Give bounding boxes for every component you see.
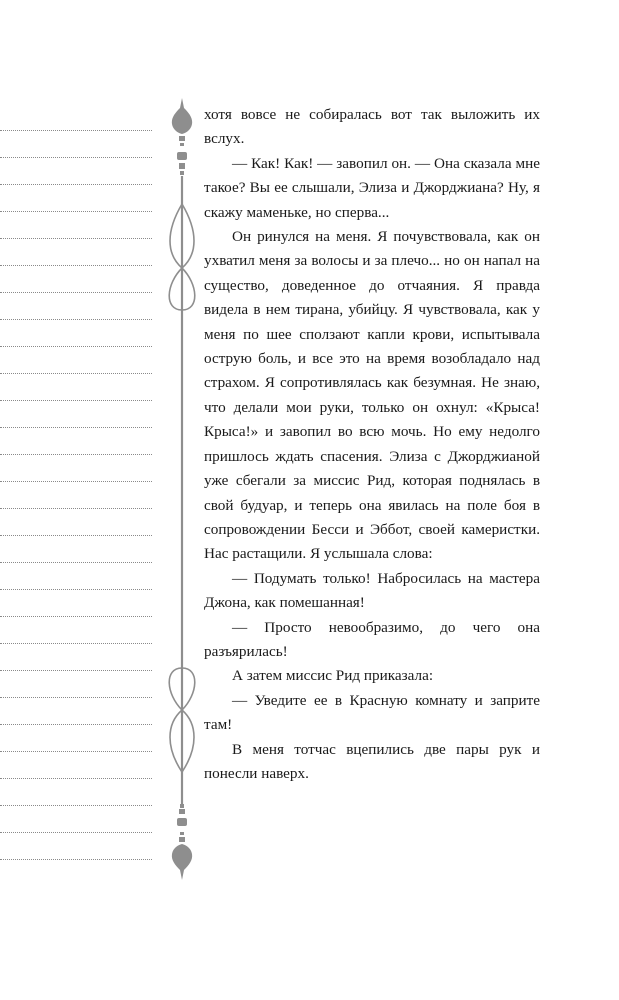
note-line [0,697,152,698]
note-line [0,616,152,617]
note-line [0,211,152,212]
note-line [0,535,152,536]
note-line [0,778,152,779]
paragraph-1: хотя вовсе не собиралась вот так выложить их вслух. [204,106,540,148]
note-line [0,670,152,671]
paragraph-6: А затем миссис Рид приказала: [232,667,434,685]
paragraph-8: В меня тотчас вцепились две пары рук и понесли наверх. [204,740,540,782]
paragraph-7: — Уведите ее в Красную комнату и заприте там! [204,691,540,734]
note-line [0,265,152,266]
note-line [0,454,152,455]
ornament-divider [160,96,204,896]
note-line [0,427,152,428]
note-line [0,643,152,644]
note-line [0,589,152,590]
note-line [0,751,152,752]
body-text [204,103,540,786]
note-line [0,319,152,320]
note-line [0,832,152,833]
note-line [0,400,152,401]
note-line [0,157,152,158]
paragraph-5: — Просто невообразимо, до чего она разъярилась! [204,618,540,660]
note-line [0,805,152,806]
note-line [0,508,152,509]
paragraph-3: Он ринулся на меня. Я почувствовала, как он ухватил меня за волосы и за плечо... но он напал на существо, доведенное до отчаяния. Я правда видела в нем тирана, убийцу. Я чувствовала, как у меня по шее сползают капли крови, испытывала острую боль, и все это на время возобладало над страхом. Я сопротивлялась как безумная. Не знаю, что делали мои руки, только он охнул: «Крыса! Крыса!» и завопил во всю мочь. Но ему недолго пришлось ждать спасения. Элиза с Джорджианой уже сбегали за миссис Рид, которая поднялась в свой будуар, и теперь она явилась на поле боя в сопровождении Бесси и Эббот, своей камеристки. Нас растащили. Я услышала слова: [204,228,540,563]
paragraph-4: — Подумать только! Набросилась на мастера Джона, как помешанная! [204,569,540,612]
note-line [0,859,152,860]
note-line [0,238,152,239]
paragraph-2: — Как! Как! — завопил он. — Она сказала мне такое? Вы ее слышали, Элиза и Джорджиана? Ну, я скажу маменьке, но сперва... [204,154,540,221]
note-line [0,130,152,131]
note-line [0,562,152,563]
note-line [0,481,152,482]
note-line [0,184,152,185]
note-line [0,292,152,293]
note-line [0,346,152,347]
note-line [0,373,152,374]
note-line [0,724,152,725]
